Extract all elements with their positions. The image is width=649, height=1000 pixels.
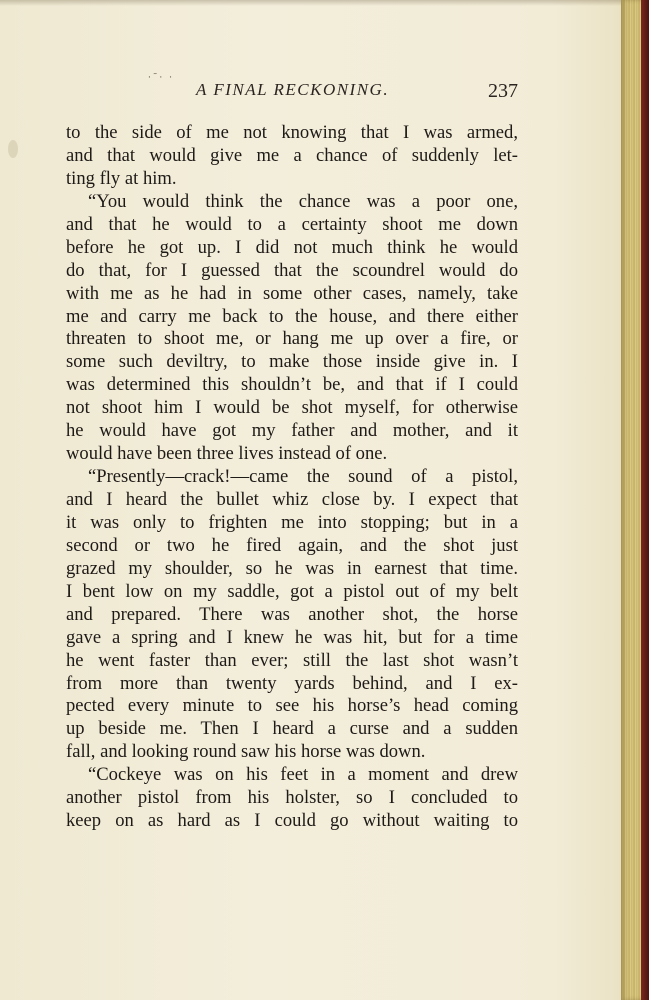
running-header xyxy=(66,73,518,108)
header-ornament: ·˜· · xyxy=(148,73,174,83)
book-cover-edge xyxy=(641,0,649,1000)
text-line: pected every minute to see his horse’s head coming xyxy=(66,695,518,717)
text-line: me and carry me back to the house, and there either xyxy=(66,305,518,327)
text-line: it was only to frighten me into stopping; but in a xyxy=(66,511,518,533)
text-line: gave a spring and I knew he was hit, but for a time xyxy=(66,626,518,648)
running-title: A FINAL RECKONING. xyxy=(196,80,390,99)
text-line: threaten to shoot me, or hang me up over a fire, or xyxy=(66,328,518,350)
text-line: “You would think the chance was a poor one, xyxy=(88,190,518,212)
page-number: 237 xyxy=(488,80,518,102)
text-line: ting fly at him. xyxy=(66,167,177,189)
text-line: and that would give me a chance of suddenly let- xyxy=(66,144,518,166)
text-line: he went faster than ever; still the last shot wasn’t xyxy=(66,649,518,671)
text-line: keep on as hard as I could go without waiting to xyxy=(66,810,518,832)
text-line: not shoot him I would be shot myself, for otherwise xyxy=(66,397,518,419)
text-line: some such deviltry, to make those inside give in. I xyxy=(66,351,518,373)
text-line: do that, for I guessed that the scoundrel would do xyxy=(66,259,518,281)
text-line: and that he would to a certainty shoot me down xyxy=(66,213,518,235)
text-line: second or two he fired again, and the shot just xyxy=(66,534,518,556)
text-line: would have been three lives instead of one. xyxy=(66,443,388,465)
text-line: “Presently—crack!—came the sound of a pistol, xyxy=(88,466,518,488)
text-line: I bent low on my saddle, got a pistol out of my belt xyxy=(66,580,518,602)
text-line: before he got up. I did not much think he would xyxy=(66,236,518,258)
paper-stain xyxy=(8,140,18,158)
text-line: grazed my shoulder, so he was in earnest that time. xyxy=(66,557,518,579)
text-line: was determined this shouldn’t be, and that if I could xyxy=(66,374,518,396)
text-line: from more than twenty yards behind, and I ex- xyxy=(66,672,518,694)
text-line: and I heard the bullet whiz close by. I expect that xyxy=(66,489,518,510)
text-line: fall, and looking round saw his horse was down. xyxy=(66,741,426,763)
text-line: he would have got my father and mother, and it xyxy=(66,420,518,442)
body-text xyxy=(66,122,518,833)
text-line: up beside me. Then I heard a curse and a sudden xyxy=(66,718,518,740)
text-line: to the side of me not knowing that I was armed, xyxy=(66,122,518,143)
text-line: “Cockeye was on his feet in a moment and drew xyxy=(88,764,518,786)
page-top-shadow xyxy=(0,0,649,6)
text-line: and prepared. There was another shot, the horse xyxy=(66,603,518,625)
text-line: another pistol from his holster, so I concluded to xyxy=(66,787,518,809)
text-line: with me as he had in some other cases, namely, take xyxy=(66,282,518,304)
